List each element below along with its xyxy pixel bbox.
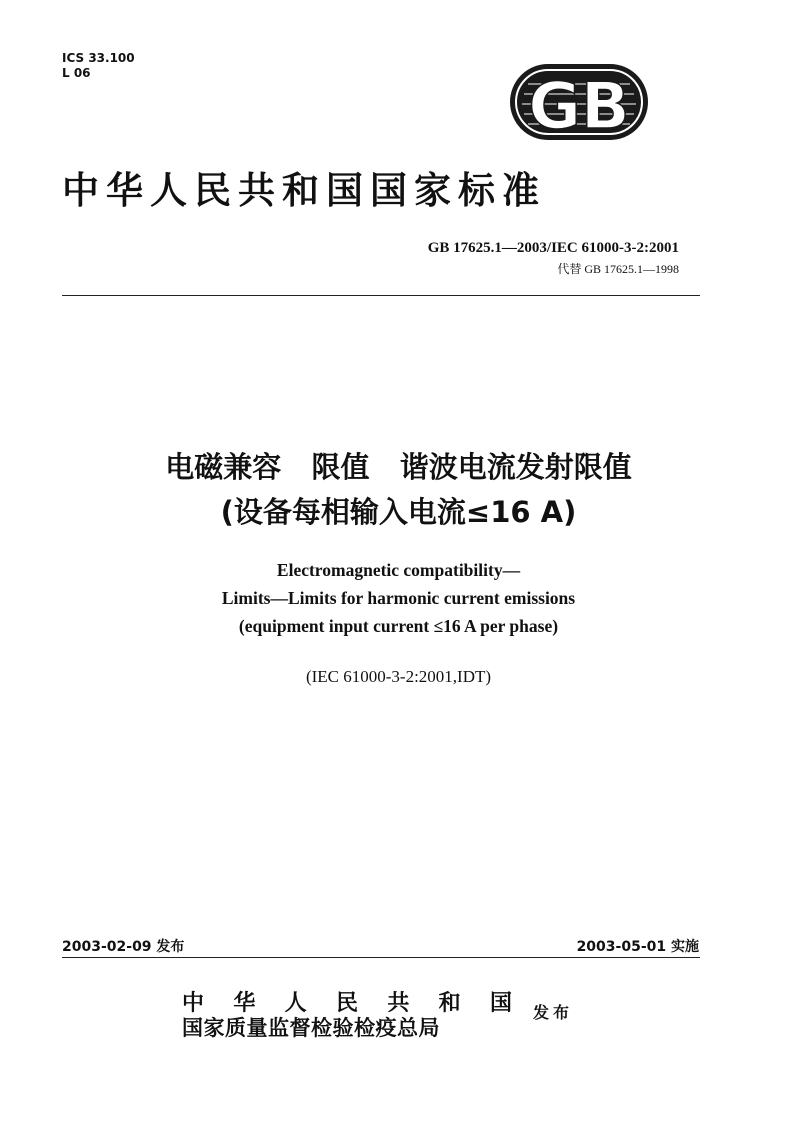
ics-classification	[62, 51, 135, 81]
issuer-char: 人	[284, 990, 307, 1016]
implementation-date: 2003-05-01 实施	[576, 939, 699, 955]
ics-code: ICS 33.100	[62, 51, 135, 65]
title-chinese-line-1: 电磁兼容 限值 谐波电流发射限值	[165, 450, 632, 484]
classification-code: L 06	[62, 66, 91, 80]
issue-date: 2003-02-09 发布	[62, 939, 185, 955]
header-divider	[62, 295, 700, 296]
issuer-char: 华	[233, 990, 256, 1016]
issuer-char: 共	[387, 990, 410, 1016]
gb-logo-text: GB	[528, 70, 630, 142]
footer-divider	[62, 957, 700, 958]
issuer-agency: 国家质量监督检验检疫总局	[182, 1015, 440, 1040]
adoption-reference: (IEC 61000-3-2:2001,IDT)	[305, 667, 492, 686]
gb-logo-icon	[508, 62, 650, 142]
title-english-line-2: Limits—Limits for harmonic current emissions	[221, 588, 576, 608]
issuer-char: 民	[335, 990, 358, 1016]
issuer-char: 中	[182, 990, 205, 1016]
publish-label: 发布	[533, 1003, 574, 1022]
issuer-char: 和	[438, 990, 461, 1016]
issuer-char: 国	[489, 990, 512, 1016]
standard-number: GB 17625.1—2003/IEC 61000-3-2:2001	[427, 240, 679, 256]
replaces-standard: 代替 GB 17625.1—1998	[557, 262, 679, 276]
title-english-line-1: Electromagnetic compatibility—	[276, 560, 521, 580]
standard-name: 中华人民共和国国家标准	[62, 168, 546, 212]
title-english-line-3: (equipment input current ≤16 A per phase)	[238, 616, 559, 636]
title-chinese-line-2: (设备每相输入电流≤16 A)	[220, 495, 577, 529]
